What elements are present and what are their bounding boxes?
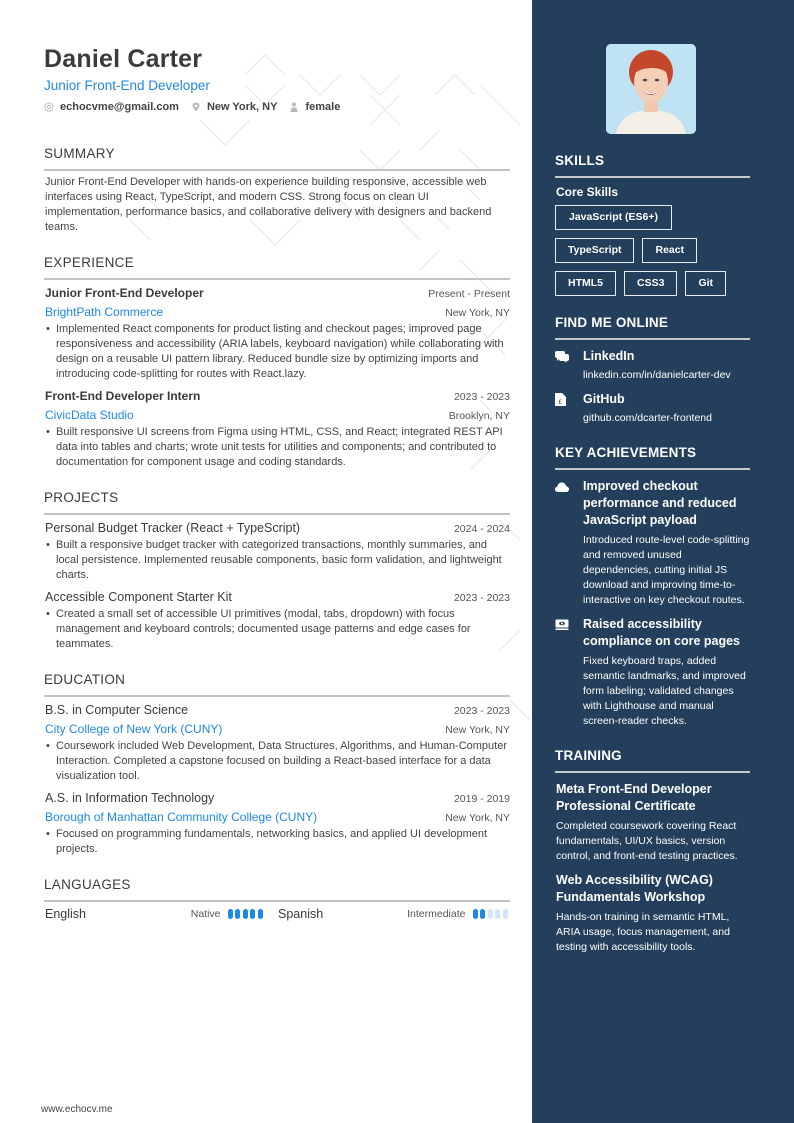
email-text: echocvme@gmail.com: [60, 101, 179, 113]
bullet-item: • Coursework included Web Development, Data Structures, Algorithms, and Human-Computer Interaction. Completed a capstone focused on building a React-based interface for a data visualization tool.: [45, 739, 507, 784]
job-dates: 2023 - 2023: [453, 391, 510, 403]
link-url[interactable]: linkedin.com/in/danielcarter-dev: [583, 369, 731, 381]
school-location: New York, NY: [445, 724, 510, 736]
company-name[interactable]: BrightPath Commerce: [45, 305, 164, 319]
summary-text: Junior Front-End Developer with hands-on experience building responsive, accessible web interfaces using React, TypeScript, and modern CSS. Strong focus on clean UI implementation, performance basics, and collaborative delivery with designers and backend teams.: [45, 176, 492, 233]
skill-group-title: Core Skills: [556, 185, 619, 199]
training-section: [555, 747, 750, 955]
achievement-desc: Fixed keyboard traps, added semantic landmarks, and improved form labeling; validated changes with Lighthouse and manual screen-reader checks.: [583, 655, 746, 727]
contact-row: [44, 99, 510, 115]
job-title: Junior Front-End Developer: [45, 286, 204, 300]
section-title: FIND ME ONLINE: [555, 315, 669, 330]
training-desc: Completed coursework covering React fundamentals, UI/UX basics, version control, and front-end testing practices.: [556, 820, 738, 862]
section-divider: [44, 169, 510, 171]
contact-gender: [289, 99, 340, 115]
section-title: TRAINING: [555, 748, 622, 763]
section-divider: [555, 771, 750, 773]
skill-chip: HTML5: [555, 271, 616, 296]
project-title: Personal Budget Tracker (React + TypeScript): [45, 521, 301, 535]
job-location: Brooklyn, NY: [448, 410, 510, 422]
achievement-item: [555, 616, 750, 729]
bullet-item: • Implemented React components for product listing and checkout pages; improved page responsiveness and accessibility (ARIA labels, keyboard navigation) while collaborating with design on a reusable UI pattern library. Reduced bundle size by optimizing imports and introducing code-splitting for routes with React.lazy.: [45, 322, 507, 382]
section-divider: [555, 338, 750, 340]
experience-section: [44, 254, 510, 470]
school-location: New York, NY: [445, 812, 510, 824]
education-section: [44, 671, 510, 857]
achievement-desc: Introduced route-level code-splitting and removed unused dependencies, cutting initial JS download and improving time-to-interactive on key checkout routes.: [583, 534, 750, 606]
speech-bubbles-icon: [555, 348, 583, 383]
section-divider: [44, 513, 510, 515]
profile-photo: [606, 44, 696, 134]
school-name[interactable]: Borough of Manhattan Community College (CUNY): [45, 810, 318, 824]
summary-section: [44, 145, 510, 235]
achievement-title: Improved checkout performance and reduced JavaScript payload: [583, 479, 737, 527]
education-dates: 2019 - 2019: [453, 793, 510, 805]
contact-email[interactable]: [44, 99, 179, 115]
person-icon: [289, 102, 299, 112]
project-entry: [44, 519, 510, 583]
project-title: Accessible Component Starter Kit: [45, 590, 232, 604]
languages-section: [44, 876, 510, 921]
language-level: Intermediate: [407, 908, 466, 920]
location-text: New York, NY: [206, 101, 278, 113]
language-item: [44, 907, 277, 921]
training-desc: Hands-on training in semantic HTML, ARIA usage, focus management, and testing with accessibility tools.: [556, 911, 730, 953]
degree-title: A.S. in Information Technology: [45, 791, 215, 805]
job-title: Front-End Developer Intern: [45, 389, 201, 403]
contact-location: [191, 99, 278, 115]
project-dates: 2024 - 2024: [453, 523, 510, 535]
section-divider: [44, 278, 510, 280]
sidebar: [532, 0, 794, 1123]
skill-chip: JavaScript (ES6+): [555, 205, 672, 230]
online-section: [555, 314, 750, 426]
proficiency-dots: [228, 909, 266, 919]
language-item: [277, 907, 510, 921]
candidate-role: Junior Front-End Developer: [44, 78, 210, 93]
cloud-icon: [555, 478, 583, 608]
skill-chip: TypeScript: [555, 238, 634, 263]
experience-entry: [44, 387, 510, 470]
job-location: New York, NY: [445, 307, 510, 319]
language-name: English: [45, 907, 86, 921]
skills-section: [555, 152, 750, 304]
at-icon: [44, 102, 54, 112]
monitor-eye-icon: [555, 616, 583, 729]
online-link-linkedin[interactable]: [555, 348, 750, 383]
section-title: LANGUAGES: [44, 877, 131, 892]
section-divider: [44, 900, 510, 902]
training-title: Meta Front-End Developer Professional Certificate: [556, 782, 712, 813]
section-title: PROJECTS: [44, 490, 119, 505]
company-name[interactable]: CivicData Studio: [45, 408, 134, 422]
job-dates: Present - Present: [428, 288, 510, 300]
project-entry: [44, 588, 510, 652]
school-name[interactable]: City College of New York (CUNY): [45, 722, 223, 736]
link-label: LinkedIn: [583, 349, 635, 363]
skill-chips: [555, 205, 755, 304]
training-title: Web Accessibility (WCAG) Fundamentals Workshop: [556, 873, 713, 904]
section-title: KEY ACHIEVEMENTS: [555, 445, 697, 460]
skill-chip: React: [642, 238, 697, 263]
location-pin-icon: [191, 102, 201, 112]
footer-site-link[interactable]: www.echocv.me: [41, 1104, 113, 1115]
online-link-github[interactable]: [555, 391, 750, 426]
section-title: SUMMARY: [44, 146, 115, 161]
education-dates: 2023 - 2023: [453, 705, 510, 717]
bullet-item: • Created a small set of accessible UI primitives (modal, tabs, dropdown) with focus management and keyboard controls; documented usage patterns and edge cases for teammates.: [45, 607, 507, 652]
projects-section: [44, 489, 510, 652]
degree-title: B.S. in Computer Science: [45, 703, 189, 717]
section-divider: [555, 468, 750, 470]
section-title: SKILLS: [555, 153, 605, 168]
link-url[interactable]: github.com/dcarter-frontend: [583, 412, 712, 424]
gender-text: female: [305, 101, 341, 113]
education-entry: [44, 701, 510, 784]
section-title: EDUCATION: [44, 672, 126, 687]
skill-chip: CSS3: [624, 271, 677, 296]
proficiency-dots: [473, 909, 511, 919]
language-level: Native: [190, 908, 221, 920]
document-icon: [555, 391, 583, 426]
achievement-item: [555, 478, 750, 608]
candidate-name: Daniel Carter: [44, 45, 203, 73]
achievements-section: [555, 444, 750, 729]
language-name: Spanish: [278, 907, 324, 921]
svg-text:£: £: [558, 400, 562, 406]
skill-chip: Git: [685, 271, 726, 296]
link-label: GitHub: [583, 392, 625, 406]
bullet-item: • Built a responsive budget tracker with categorized transactions, monthly summaries, and local persistence. Implemented reusable components, basic form validation, and lightweight charts.: [45, 538, 507, 583]
bullet-item: • Focused on programming fundamentals, networking basics, and applied UI development projects.: [45, 827, 507, 857]
section-title: EXPERIENCE: [44, 255, 135, 270]
project-dates: 2023 - 2023: [453, 592, 510, 604]
bullet-item: • Built responsive UI screens from Figma using HTML, CSS, and React; integrated REST API data into tables and charts; wrote unit tests for utilities and components; and contributed to documentation for component usage and coding standards.: [45, 425, 507, 470]
section-divider: [555, 176, 750, 178]
education-entry: [44, 789, 510, 857]
achievement-title: Raised accessibility compliance on core pages: [583, 617, 740, 648]
section-divider: [44, 695, 510, 697]
experience-entry: [44, 284, 510, 382]
